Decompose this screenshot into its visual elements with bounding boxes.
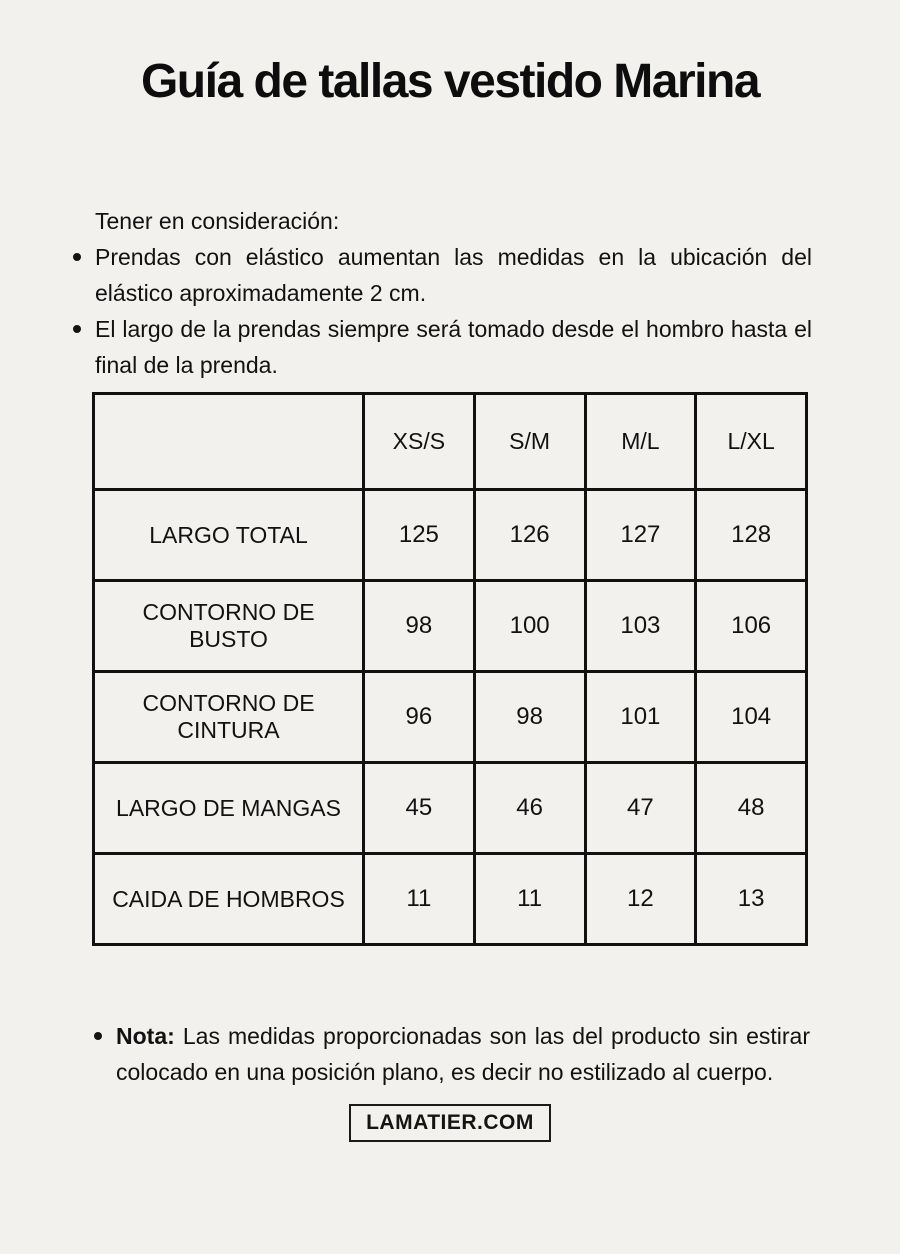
considerations-list	[68, 239, 812, 383]
measure-value: 106	[696, 581, 807, 672]
measure-label: CONTORNO DE BUSTO	[94, 581, 364, 672]
measure-value: 11	[364, 854, 475, 945]
measure-value: 11	[474, 854, 585, 945]
footer	[0, 1104, 900, 1142]
bullet-text: Prendas con elástico aumentan las medidas en la ubicación del elástico aproximadamente 2 cm.	[95, 244, 812, 306]
considerations-heading: Tener en consideración:	[95, 208, 340, 234]
measure-value: 47	[585, 763, 696, 854]
measure-label: CAIDA DE HOMBROS	[94, 854, 364, 945]
note-text: Las medidas proporcionadas son las del producto sin estirar colocado en una posición plano, es decir no estilizado al cuerpo.	[116, 1023, 810, 1085]
measure-value: 12	[585, 854, 696, 945]
table-row	[94, 490, 807, 581]
measure-value: 48	[696, 763, 807, 854]
measure-value: 46	[474, 763, 585, 854]
list-item	[68, 311, 812, 383]
measure-value: 104	[696, 672, 807, 763]
size-column-header: S/M	[474, 394, 585, 490]
measure-value: 98	[364, 581, 475, 672]
considerations-section	[68, 203, 812, 383]
list-item	[68, 239, 812, 311]
measure-value: 45	[364, 763, 475, 854]
page-title: Guía de tallas vestido Marina	[140, 55, 760, 108]
measure-value: 128	[696, 490, 807, 581]
measure-label: LARGO TOTAL	[94, 490, 364, 581]
table-row	[94, 672, 807, 763]
size-column-header: L/XL	[696, 394, 807, 490]
measure-value: 127	[585, 490, 696, 581]
note-item	[90, 1018, 810, 1090]
measure-value: 126	[474, 490, 585, 581]
measure-value: 101	[585, 672, 696, 763]
size-table-header-row	[94, 394, 807, 490]
measure-label: LARGO DE MANGAS	[94, 763, 364, 854]
measure-label: CONTORNO DE CINTURA	[94, 672, 364, 763]
size-column-header: M/L	[585, 394, 696, 490]
measure-value: 96	[364, 672, 475, 763]
measure-value: 13	[696, 854, 807, 945]
measure-value: 103	[585, 581, 696, 672]
bullet-icon	[94, 1032, 102, 1040]
bullet-icon	[73, 325, 81, 333]
size-guide-page	[0, 54, 900, 1254]
table-row	[94, 763, 807, 854]
brand-badge	[349, 1104, 551, 1142]
measure-value: 98	[474, 672, 585, 763]
size-table-corner-cell	[94, 394, 364, 490]
bullet-text: El largo de la prendas siempre será tomado desde el hombro hasta el final de la prenda.	[95, 316, 812, 378]
size-column-header: XS/S	[364, 394, 475, 490]
note-section	[90, 1018, 810, 1090]
size-table	[92, 392, 808, 946]
table-row	[94, 581, 807, 672]
bullet-icon	[73, 253, 81, 261]
note-label: Nota:	[116, 1023, 175, 1049]
brand-text: LAMATIER.COM	[366, 1111, 534, 1134]
measure-value: 125	[364, 490, 475, 581]
table-row	[94, 854, 807, 945]
measure-value: 100	[474, 581, 585, 672]
